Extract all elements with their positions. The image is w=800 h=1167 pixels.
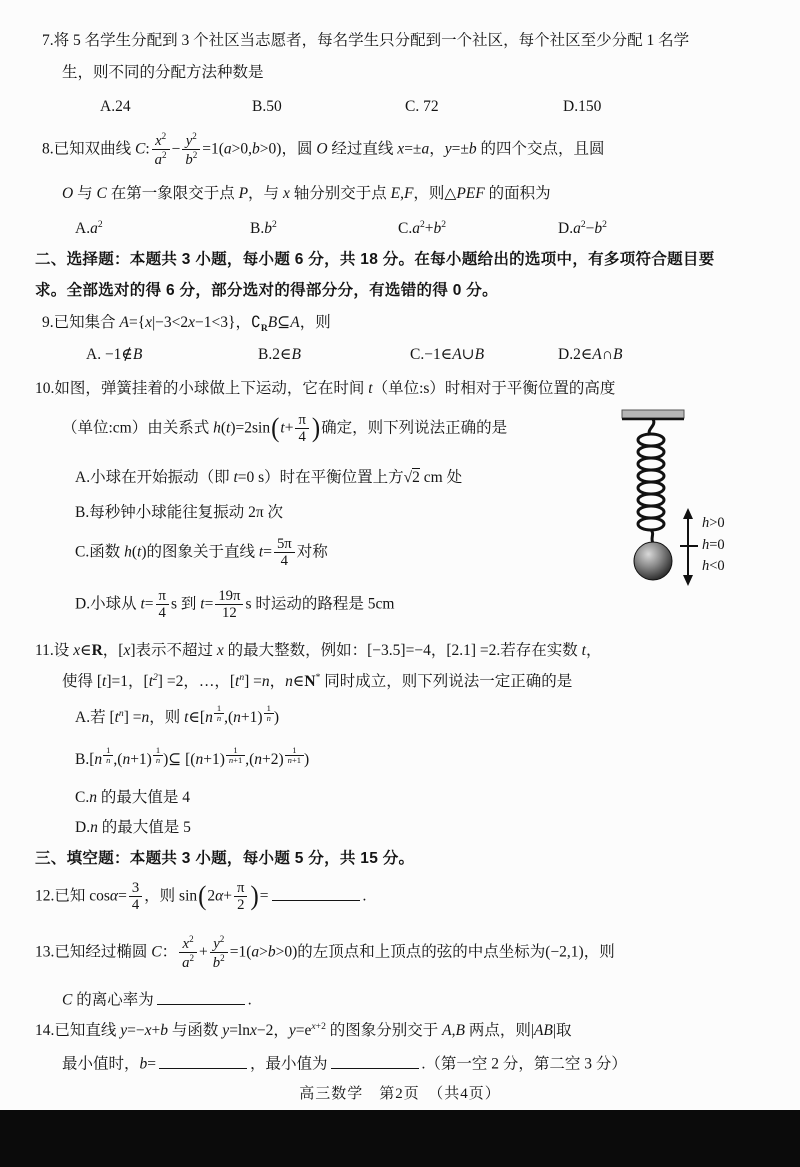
q11-option-a: A.若 $[t^n] =n$，则 t∈[n $\frac{1}{n}$ ,(n+1) $\frac{1}{n}$ ) xyxy=(75,702,279,727)
q7-line-2: 生，则不同的分配方法种数是 xyxy=(62,64,264,81)
spring-figure xyxy=(602,402,772,594)
q8-option-c: $C.a^2+b^2$ xyxy=(398,219,447,238)
q8-option-b: $B.b^2$ xyxy=(250,219,277,238)
q10-option-b: B.每秒钟小球能往复振动 2π 次 xyxy=(75,504,284,521)
q7-options xyxy=(0,97,800,119)
q11-line-1: 11.设 x∈R，[x]表示不超过 x 的最大整数，例如：[−3.5]=−4，[2.1] =2.若存在实数 t， xyxy=(35,642,602,659)
figure-label-h-zero: h=0 xyxy=(702,537,725,553)
q14-line-1: 14.已知直线 y=−x+b 与函数 y=lnx−2，$y=e^{x+2}$ 的图象分别交于 A,B 两点，则|AB|取 xyxy=(35,1021,572,1040)
q14-line-2: 最小值时，b= ，最小值为 .（第一空 2 分，第二空 3 分） xyxy=(62,1052,627,1075)
figure-label-h-negative: h<0 xyxy=(702,558,725,574)
q7-option-d: D.150 xyxy=(563,98,602,115)
figure-label-h-positive: h>0 xyxy=(702,515,725,531)
q11-line-2: 使得 [t]=1，$[t^2] =2$，…，$[t^n] =n$，n∈N* 同时成立，则下列说法一定正确的是 xyxy=(62,672,573,691)
scan-black-bar xyxy=(0,1110,800,1167)
q11-option-d: D.n 的最大值是 5 xyxy=(75,819,191,836)
q10-option-c: C.函数 h(t)的图象关于直线 t= $\frac{5\pi}{4}$ 对称 xyxy=(75,536,328,570)
q7-option-b: B.50 xyxy=(252,98,282,115)
q9-options xyxy=(0,345,800,367)
q10-line-2: （单位:cm）由关系式 h(t)=2sin(t+ $\frac{\pi}{4}$ )确定，则下列说法正确的是 xyxy=(62,412,508,446)
q9-option-d: D.2∈A∩B xyxy=(558,346,623,363)
page-footer: 高三数学 第2页 （共4页） xyxy=(299,1086,501,1102)
q13-line-2: C 的离心率为 . xyxy=(62,988,252,1011)
q7-line-1: 7.将 5 名学生分配到 3 个社区当志愿者，每名学生只分配到一个社区，每个社区至少分配 1 名学 xyxy=(42,32,690,49)
q13-line-1: 13.已知经过椭圆 C： $\frac{x^2}{a^2}$ + $\frac{y^2}{b^2}$ =1(a>b>0)的左顶点和上顶点的弦的中点坐标为(−2,1)，则 xyxy=(35,934,615,972)
q9-option-c: C.−1∈A∪B xyxy=(410,346,485,363)
q12-line-1: 12.已知 cosα= $\frac{3}{4}$ ，则 sin(2α+ $\frac{\pi}{2}$ )= . xyxy=(35,880,367,914)
q7-option-a: A.24 xyxy=(100,98,131,115)
section-3-header: 三、填空题：本题共 3 小题，每小题 5 分，共 15 分。 xyxy=(35,850,415,867)
q11-option-b: B.[n $\frac{1}{n}$ ,(n+1) $\frac{1}{n}$ )⊆ [(n+1) $\frac{1}{n+1}$ ,(n+2) $\frac{1}{n+1}$ ) xyxy=(75,744,310,768)
q10-line-1: 10.如图，弹簧挂着的小球做上下运动，它在时间 t（单位:s）时相对于平衡位置的高度 xyxy=(35,380,616,397)
q11-option-c: C.n 的最大值是 4 xyxy=(75,789,190,806)
spring-ball-diagram-icon xyxy=(602,402,772,594)
q9-line-1: 9.已知集合 A={x|−3<2x−1<3}，$∁_RB⊆A$，则 xyxy=(42,314,331,335)
q8-option-a: $A.a^2$ xyxy=(75,219,103,238)
q10-option-d: D.小球从 t= $\frac{\pi}{4}$ s 到 t= $\frac{19\pi}{12}$ s 时运动的路程是 5cm xyxy=(75,588,395,622)
q8-option-d: $D.a^2-b^2$ xyxy=(558,219,607,238)
q10-option-a: A.小球在开始振动（即 t=0 s）时在平衡位置上方√2 cm 处 xyxy=(75,469,463,486)
section-2-header-line-2: 求。全部选对的得 6 分，部分选对的得部分分，有选错的得 0 分。 xyxy=(35,282,498,299)
q9-option-a: A. −1∉B xyxy=(86,346,143,363)
q7-option-c: C. 72 xyxy=(405,98,439,115)
q8-options xyxy=(0,219,800,241)
section-2-header-line-1: 二、选择题：本题共 3 小题，每小题 6 分，共 18 分。在每小题给出的选项中，有多项符合题目要 xyxy=(35,251,715,268)
q8-line-2: O 与 C 在第一象限交于点 P，与 x 轴分别交于点 E,F，则△PEF 的面积为 xyxy=(62,185,551,202)
q9-option-b: B.2∈B xyxy=(258,346,301,363)
q8-line-1: 8.已知双曲线 C: $\frac{x^2}{a^2}$ − $\frac{y^2}{b^2}$ =1(a>0,b>0)，圆 O 经过直线 x=±a，y=±b 的四个交点，且圆 xyxy=(42,131,605,169)
